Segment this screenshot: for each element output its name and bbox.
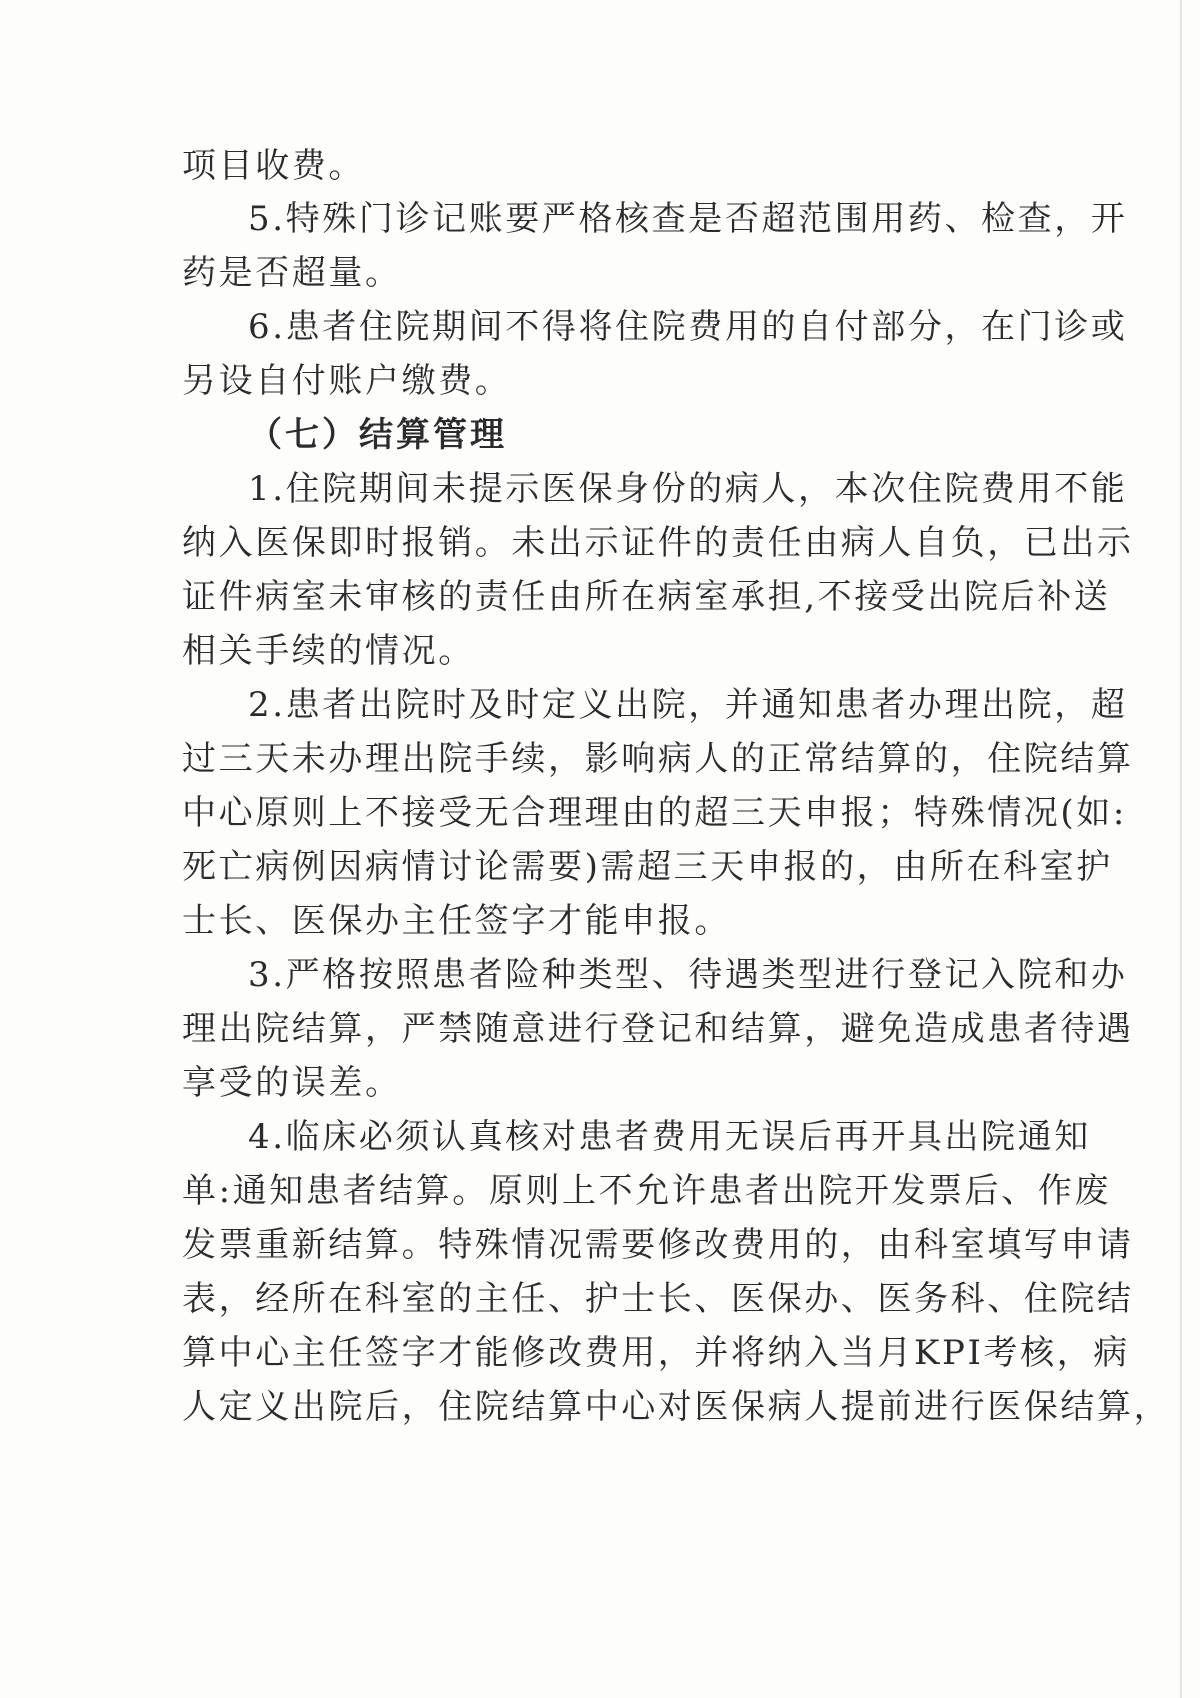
text-line: 算中心主任签字才能修改费用，并将纳入当月KPI考核，病: [182, 1333, 1130, 1373]
text-line: 另设自付账户缴费。: [182, 361, 512, 401]
text-line: 5.特殊门诊记账要严格核查是否超范围用药、检查，开: [248, 199, 1128, 239]
text-line: 表，经所在科室的主任、护士长、医保办、医务科、住院结: [182, 1279, 1134, 1319]
text-line: 2.患者出院时及时定义出院，并通知患者办理出院，超: [248, 685, 1128, 725]
text-line: 3.严格按照患者险种类型、待遇类型进行登记入院和办: [248, 955, 1128, 995]
text-line: 药是否超量。: [182, 253, 402, 293]
text-line: 士长、医保办主任签字才能申报。: [182, 901, 731, 941]
text-line: 中心原则上不接受无合理理由的超三天申报；特殊情况(如:: [182, 793, 1127, 833]
text-line: 项目收费。: [182, 146, 365, 186]
text-line: 证件病室未审核的责任由所在病室承担,不接受出院后补送: [182, 577, 1111, 617]
text-line: 发票重新结算。特殊情况需要修改费用的，由科室填写申请: [182, 1225, 1134, 1265]
text-line: 死亡病例因病情讨论需要)需超三天申报的，由所在科室护: [182, 847, 1113, 887]
text-line: 过三天未办理出院手续，影响病人的正常结算的，住院结算: [182, 739, 1134, 779]
text-line: 理出院结算，严禁随意进行登记和结算，避免造成患者待遇: [182, 1009, 1134, 1049]
text-line: 6.患者住院期间不得将住院费用的自付部分，在门诊或: [248, 307, 1128, 347]
text-line: 4.临床必须认真核对患者费用无误后再开具出院通知: [248, 1117, 1091, 1157]
text-line: 纳入医保即时报销。未出示证件的责任由病人自负，已出示: [182, 523, 1134, 563]
text-line: 人定义出院后，住院结算中心对医保病人提前进行医保结算，: [182, 1387, 1171, 1427]
text-line: 享受的误差。: [182, 1063, 402, 1103]
page-edge-divider: [1180, 0, 1182, 1698]
text-line: 相关手续的情况。: [182, 631, 475, 671]
text-line: 单:通知患者结算。原则上不允许患者出院开发票后、作废: [182, 1171, 1112, 1211]
text-line: 1.住院期间未提示医保身份的病人，本次住院费用不能: [248, 469, 1128, 509]
section-heading: （七）结算管理: [248, 415, 507, 455]
